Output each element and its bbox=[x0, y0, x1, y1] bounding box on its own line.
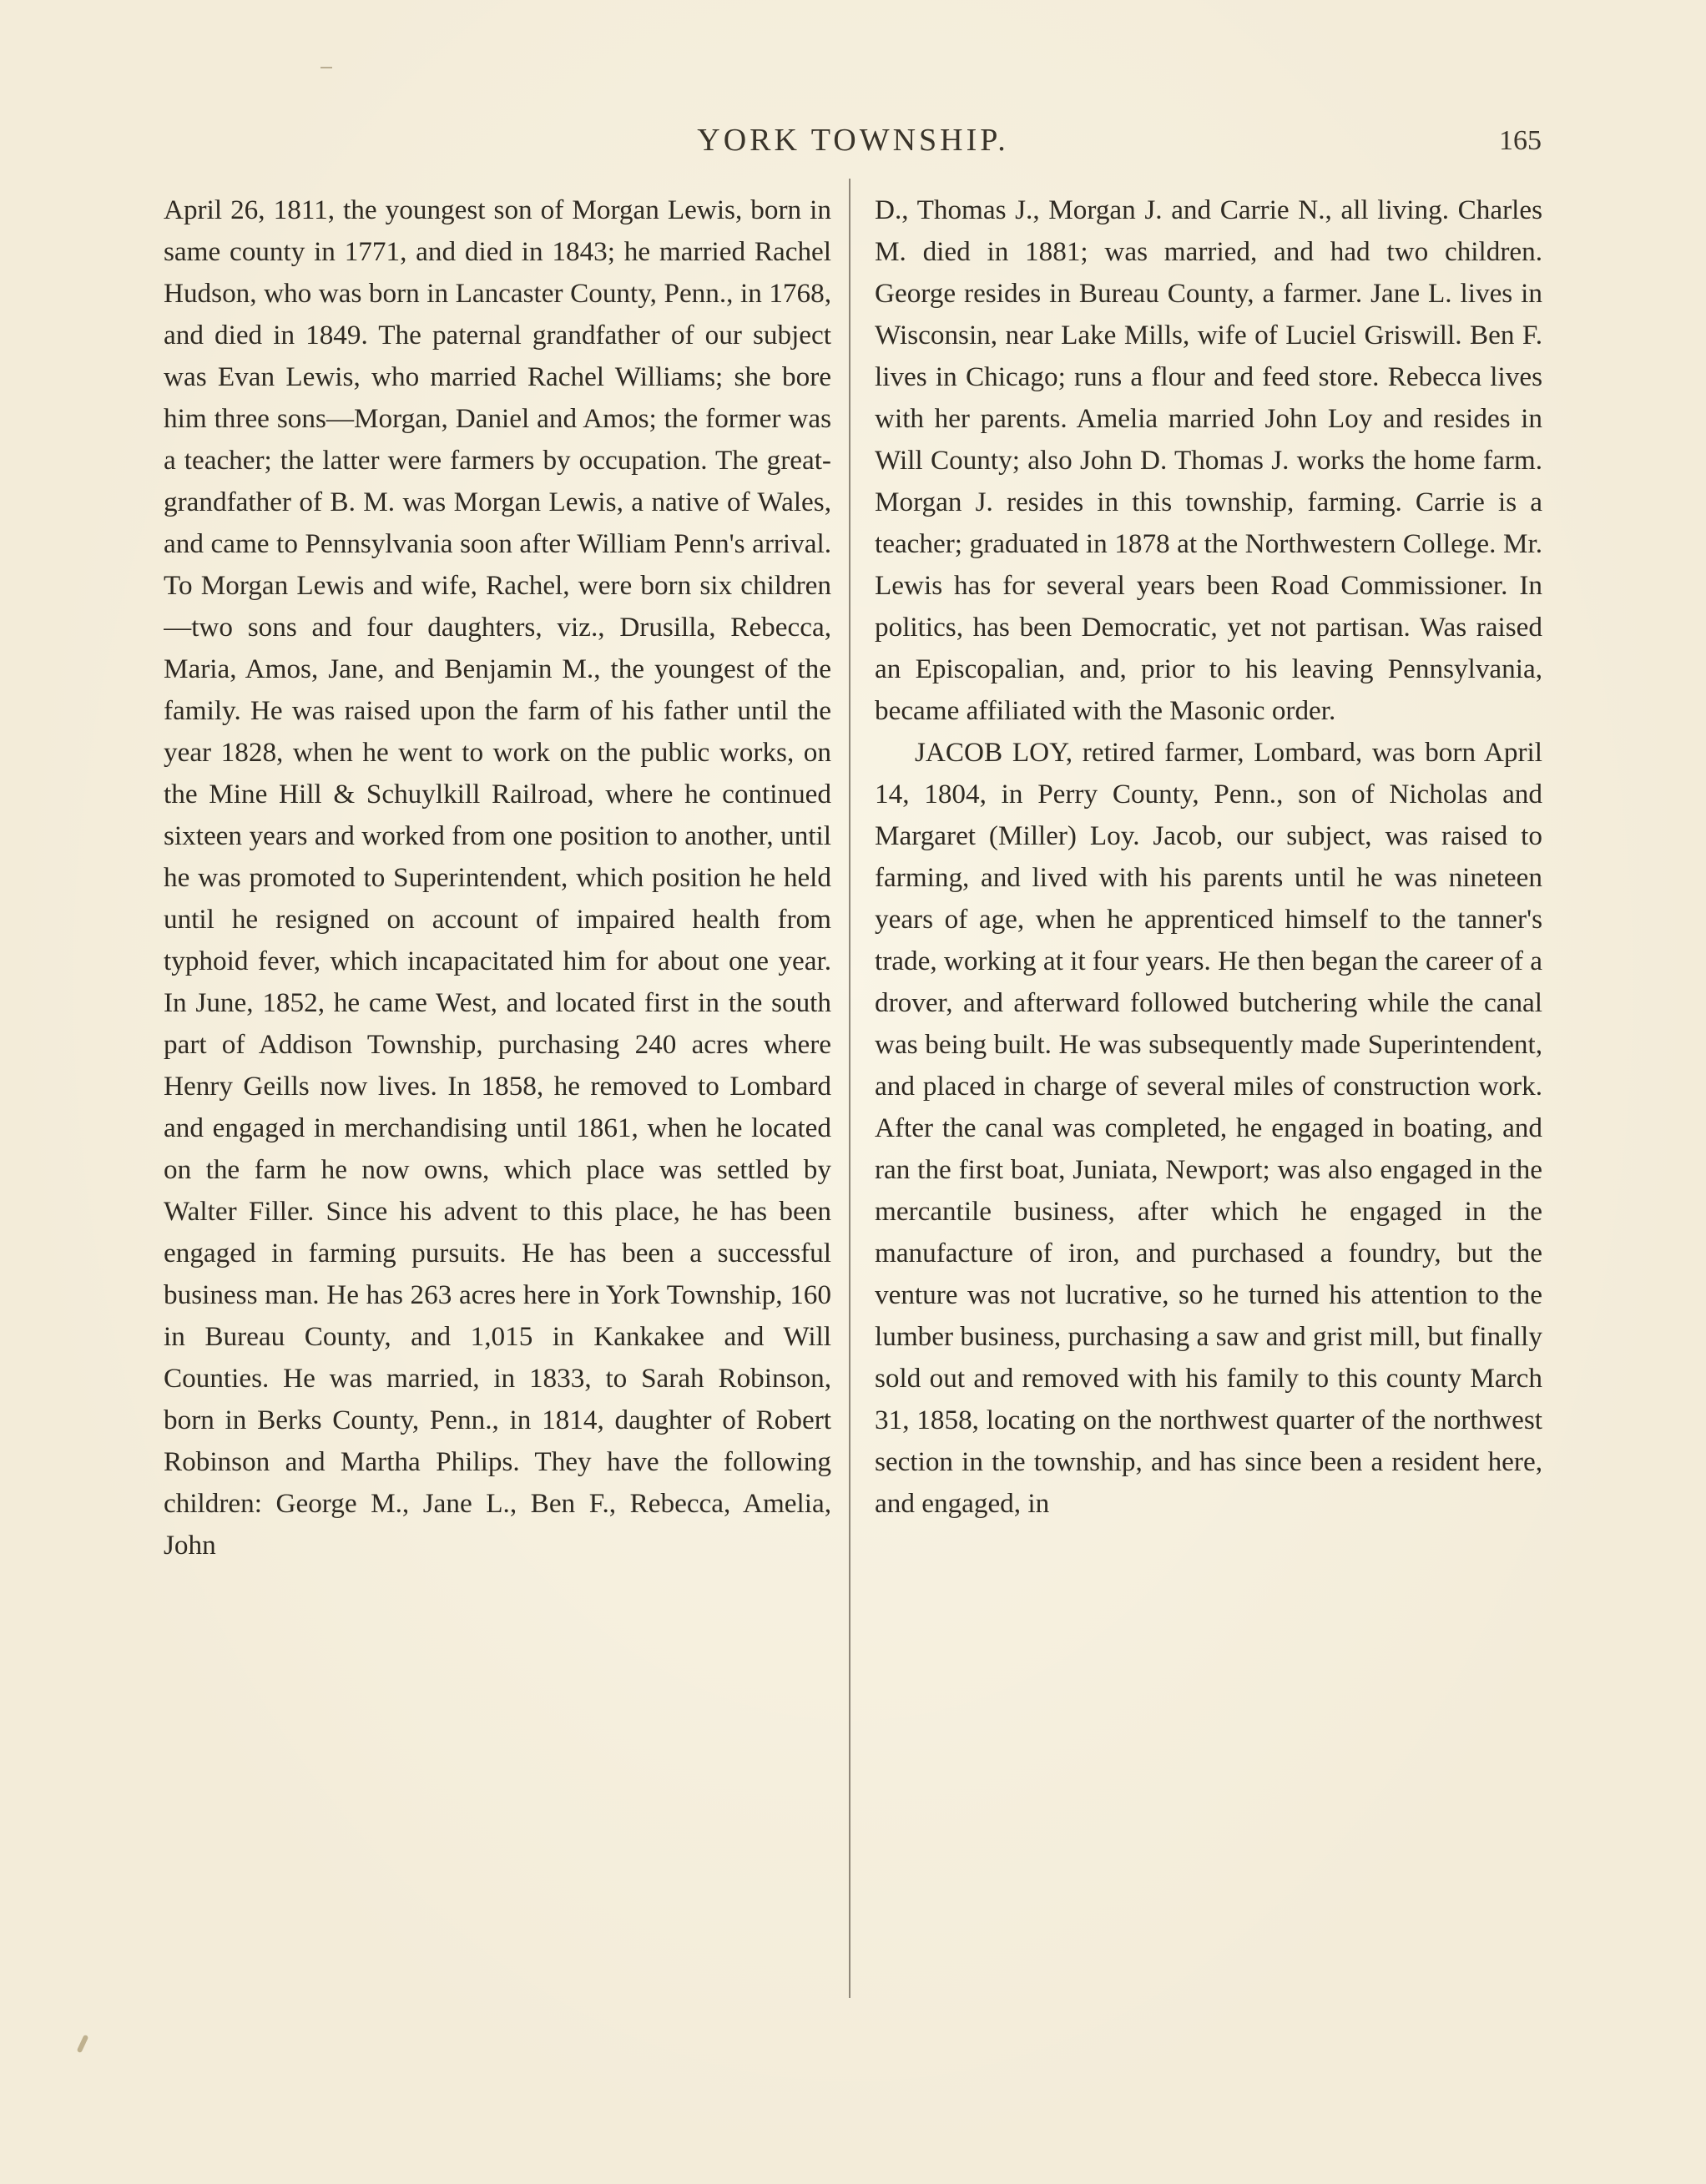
print-mark bbox=[321, 67, 332, 68]
left-column bbox=[164, 189, 831, 2000]
paragraph: D., Thomas J., Morgan J. and Carrie N., all living. Charles M. died in 1881; was married, and had two children. George resides in Bureau County, a farmer. Jane L. lives in Wisconsin, near Lake Mills, wife of Luciel Griswill. Ben F. lives in Chicago; runs a flour and feed store. Rebecca lives with her parents. Amelia married John Loy and resides in Will County; also John D. Thomas J. works the home farm. Morgan J. resides in this township, farming. Carrie is a teacher; graduated in 1878 at the Northwestern College. Mr. Lewis has for several years been Road Commissioner. In politics, has been Democratic, yet not partisan. Was raised an Episcopalian, and, prior to his leaving Pennsylvania, became affiliated with the Masonic order. bbox=[875, 194, 1542, 726]
ink-smudge bbox=[77, 2035, 89, 2053]
page-number: 165 bbox=[1499, 125, 1542, 156]
right-column bbox=[875, 189, 1542, 2000]
column-divider bbox=[849, 179, 850, 1998]
paragraph: JACOB LOY, retired farmer, Lombard, was born April 14, 1804, in Perry County, Penn., son of Nicholas and Margaret (Miller) Loy. Jacob, our subject, was raised to farming, and lived with his parents until he was nineteen years of age, when he apprenticed himself to the tanner's trade, working at it four years. He then began the career of a drover, and afterward followed butchering while the canal was being built. He was subsequently made Superintendent, and placed in charge of several miles of construction work. After the canal was completed, he engaged in boating, and ran the first boat, Juniata, Newport; was also engaged in the mercantile business, after which he engaged in the manufacture of iron, and purchased a foundry, but the venture was not lucrative, so he turned his attention to the lumber business, purchasing a saw and grist mill, but finally sold out and removed with his family to this county March 31, 1858, locating on the northwest quarter of the northwest section in the township, and has since been a resident here, and engaged, in bbox=[875, 737, 1542, 1519]
running-title: YORK TOWNSHIP. bbox=[697, 123, 1009, 158]
paragraph: April 26, 1811, the youngest son of Morgan Lewis, born in same county in 1771, and died in 1843; he married Rachel Hudson, who was born in Lancaster County, Penn., in 1768, and died in 1849. The paternal grandfather of our subject was Evan Lewis, who married Rachel Williams; she bore him three sons—Morgan, Daniel and Amos; the former was a teacher; the latter were farmers by occupation. The great-grandfather of B. M. was Morgan Lewis, a native of Wales, and came to Pennsylvania soon after William Penn's arrival. To Morgan Lewis and wife, Rachel, were born six children—two sons and four daughters, viz., Drusilla, Rebecca, Maria, Amos, Jane, and Benjamin M., the youngest of the family. He was raised upon the farm of his father until the year 1828, when he went to work on the public works, on the Mine Hill & Schuylkill Railroad, where he continued sixteen years and worked from one position to another, until he was promoted to Superintendent, which position he held until he resigned on account of impaired health from typhoid fever, which incapacitated him for about one year. In June, 1852, he came West, and located first in the south part of Addison Township, purchasing 240 acres where Henry Geills now lives. In 1858, he removed to Lombard and engaged in merchandising until 1861, when he located on the farm he now owns, which place was settled by Walter Filler. Since his advent to this place, he has been engaged in farming pursuits. He has been a successful business man. He has 263 acres here in York Township, 160 in Bureau County, and 1,015 in Kankakee and Will Counties. He was married, in 1833, to Sarah Robinson, born in Berks County, Penn., in 1814, daughter of Robert Robinson and Martha Philips. They have the following children: George M., Jane L., Ben F., Rebecca, Amelia, John bbox=[164, 194, 831, 1561]
